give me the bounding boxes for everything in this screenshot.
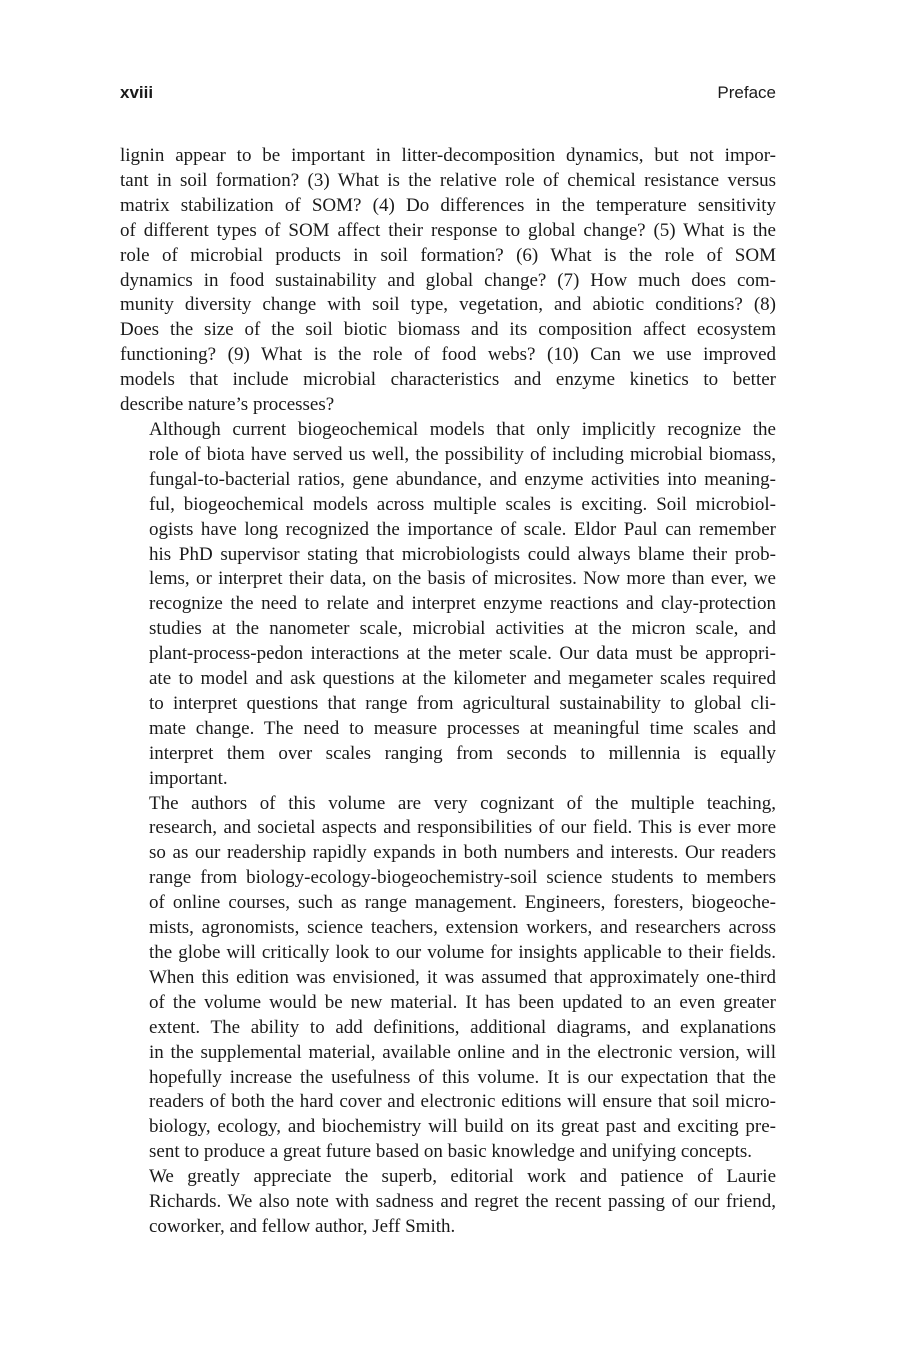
text-line: Does the size of the soil biotic biomass and its composition affect ecosystem [120,319,776,341]
text-line: ate to model and ask questions at the kilometer and megameter scales required [149,668,776,690]
paragraph-readership [120,792,776,1166]
text-line: describe nature’s processes? [120,394,335,416]
text-line: mate change. The need to measure processes at meaningful time scales and [149,717,776,739]
text-line: Richards. We also note with sadness and regret the recent passing of our friend, [149,1191,776,1213]
text-line: the globe will critically look to our volume for insights applicable to their fields. [149,942,776,963]
text-line: of the volume would be new material. It has been updated to an even greater [149,991,776,1013]
text-line: functioning? (9) What is the role of food webs? (10) Can we use improved [120,344,776,366]
text-line: sent to produce a great future based on basic knowledge and unifying concepts. [149,1141,753,1163]
text-line: range from biology-ecology-biogeochemistry-soil science students to members [149,867,776,889]
section-title: Preface [717,83,776,102]
paragraph-acknowledgements [120,1165,776,1240]
text-line: studies at the nanometer scale, microbial activities at the micron scale, and [149,618,776,640]
text-line: When this edition was envisioned, it was assumed that approximately one-third [149,966,776,988]
text-line: We greatly appreciate the superb, editorial work and patience of Laurie [149,1166,776,1188]
page-number: xviii [120,83,154,102]
text-line: models that include microbial characteristics and enzyme kinetics to better [120,369,776,391]
text-line: fungal-to-bacterial ratios, gene abundance, and enzyme activities into meaning- [149,468,776,490]
text-line: dynamics in food sustainability and global change? (7) How much does com- [120,269,776,291]
body-text [120,144,776,1240]
text-line: research, and societal aspects and responsibilities of our field. This is ever more [149,817,776,839]
text-line: hopefully increase the usefulness of this volume. It is our expectation that the [149,1066,776,1088]
paragraph-models-and-scale [120,418,776,792]
text-line: of different types of SOM affect their response to global change? (5) What is the [120,219,776,241]
text-line: ful, biogeochemical models across multiple scales is exciting. Soil microbiol- [149,493,776,515]
text-line: so as our readership rapidly expands in both numbers and interests. Our readers [149,842,776,864]
text-line: Although current biogeochemical models that only implicitly recognize the [149,418,776,440]
text-line: readers of both the hard cover and electronic editions will ensure that soil micro- [149,1091,776,1113]
text-line: recognize the need to relate and interpret enzyme reactions and clay-protection [149,593,776,615]
text-line: role of microbial products in soil formation? (6) What is the role of SOM [120,244,776,266]
text-line: biology, ecology, and biochemistry will build on its great past and exciting pre- [149,1116,776,1138]
text-line: mists, agronomists, science teachers, extension workers, and researchers across [149,917,776,939]
text-line: matrix stabilization of SOM? (4) Do differences in the temperature sensitivity [120,194,776,216]
text-line: lignin appear to be important in litter-decomposition dynamics, but not impor- [120,145,776,166]
text-line: coworker, and fellow author, Jeff Smith. [149,1215,456,1237]
running-head [120,80,776,106]
text-line: important. [149,767,228,789]
text-line: extent. The ability to add definitions, additional diagrams, and explanations [149,1016,776,1038]
paragraph-continuation [120,144,776,418]
text-line: in the supplemental material, available online and in the electronic version, will [149,1041,776,1063]
text-line: lems, or interpret their data, on the basis of microsites. Now more than ever, we [149,568,776,590]
text-line: plant-process-pedon interactions at the meter scale. Our data must be appropri- [149,643,776,665]
text-line: his PhD supervisor stating that microbiologists could always blame their prob- [149,543,776,565]
text-line: of online courses, such as range management. Engineers, foresters, biogeoche- [149,892,776,914]
text-line: interpret them over scales ranging from seconds to millennia is equally [149,742,776,764]
text-line: ogists have long recognized the importance of scale. Eldor Paul can remember [149,518,776,540]
text-line: tant in soil formation? (3) What is the relative role of chemical resistance versus [120,169,776,191]
text-line: The authors of this volume are very cognizant of the multiple teaching, [149,792,776,814]
text-line: role of biota have served us well, the possibility of including microbial biomass, [149,443,776,465]
text-line: to interpret questions that range from agricultural sustainability to global cli- [149,692,776,714]
text-line: munity diversity change with soil type, vegetation, and abiotic conditions? (8) [120,294,776,316]
